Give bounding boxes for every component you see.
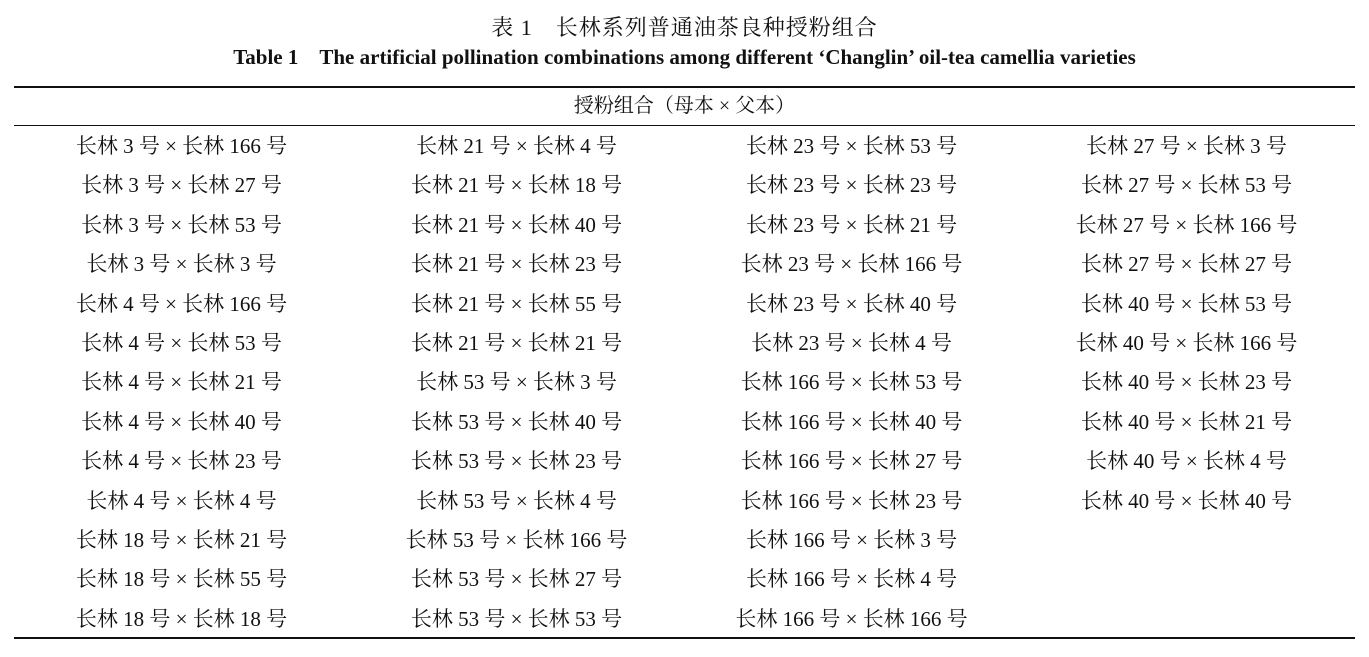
- table-cell: 长林 53 号 × 长林 3 号: [416, 370, 617, 395]
- table-cell: 长林 27 号 × 长林 53 号: [1080, 173, 1293, 198]
- table-cell: 长林 23 号 × 长林 40 号: [745, 291, 958, 316]
- table-column-3: [684, 127, 1019, 639]
- table-cell: 长林 4 号 × 长林 53 号: [81, 330, 282, 355]
- table-column-header: 授粉组合（母本 × 父本）: [573, 95, 796, 117]
- table-cell: 长林 18 号 × 长林 55 号: [75, 567, 288, 592]
- table-cell: 长林 23 号 × 长林 21 号: [745, 212, 958, 237]
- table-cell: 长林 40 号 × 长林 23 号: [1080, 370, 1293, 395]
- table-cell: 长林 18 号 × 长林 18 号: [75, 606, 288, 631]
- table-cell: 长林 21 号 × 长林 55 号: [410, 291, 623, 316]
- table-cell: 长林 53 号 × 长林 53 号: [410, 606, 623, 631]
- table-cell: 长林 21 号 × 长林 21 号: [410, 330, 623, 355]
- table-cell: 长林 4 号 × 长林 21 号: [81, 370, 282, 395]
- pollination-combinations-table: [14, 127, 1355, 639]
- table-cell: 长林 40 号 × 长林 21 号: [1080, 409, 1293, 434]
- table-cell: 长林 166 号 × 长林 40 号: [740, 409, 963, 434]
- table-cell: 长林 27 号 × 长林 3 号: [1086, 134, 1287, 158]
- table-cell: 长林 4 号 × 长林 4 号: [86, 488, 277, 513]
- table-cell: 长林 40 号 × 长林 166 号: [1075, 330, 1298, 355]
- table-cell: 长林 4 号 × 长林 23 号: [81, 449, 282, 474]
- table-cell: 长林 166 号 × 长林 23 号: [740, 488, 963, 513]
- table-header-rule: [14, 125, 1355, 126]
- table-title-chinese: 表 1 长林系列普通油茶良种授粉组合: [491, 15, 878, 40]
- table-cell: 长林 166 号 × 长林 166 号: [735, 606, 968, 631]
- table-bottom-rule: [14, 637, 1355, 639]
- table-cell: 长林 53 号 × 长林 40 号: [410, 409, 623, 434]
- table-cell: 长林 23 号 × 长林 53 号: [745, 134, 958, 158]
- table-cell: 长林 3 号 × 长林 166 号: [75, 134, 288, 158]
- table-cell: 长林 27 号 × 长林 166 号: [1075, 212, 1298, 237]
- table-column-1: [14, 127, 349, 639]
- table-cell: 长林 40 号 × 长林 4 号: [1086, 449, 1287, 474]
- table-cell: 长林 166 号 × 长林 4 号: [745, 567, 958, 592]
- table-cell: 长林 3 号 × 长林 3 号: [86, 252, 277, 277]
- table-column-2: [349, 127, 684, 639]
- table-cell: 长林 53 号 × 长林 23 号: [410, 449, 623, 474]
- table-cell: 长林 53 号 × 长林 166 号: [405, 527, 628, 552]
- table-cell: 长林 53 号 × 长林 27 号: [410, 567, 623, 592]
- table-cell: 长林 23 号 × 长林 166 号: [740, 252, 963, 277]
- table-cell: 长林 21 号 × 长林 40 号: [410, 212, 623, 237]
- table-cell: 长林 4 号 × 长林 166 号: [75, 291, 288, 316]
- table-cell: 长林 23 号 × 长林 23 号: [745, 173, 958, 198]
- table-cell: 长林 40 号 × 长林 40 号: [1080, 488, 1293, 513]
- table-cell: 长林 21 号 × 长林 18 号: [410, 173, 623, 198]
- table-cell: 长林 166 号 × 长林 27 号: [740, 449, 963, 474]
- table-cell: 长林 166 号 × 长林 53 号: [740, 370, 963, 395]
- table-cell: 长林 53 号 × 长林 4 号: [416, 488, 617, 513]
- table-cell: 长林 166 号 × 长林 3 号: [745, 527, 958, 552]
- table-title-english: Table 1 The artificial pollination combinations among different ‘Changlin’ oil-tea camellia varieties: [233, 45, 1136, 69]
- table-cell: 长林 4 号 × 长林 40 号: [81, 409, 282, 434]
- table-cell: 长林 23 号 × 长林 4 号: [751, 330, 952, 355]
- table-cell: 长林 21 号 × 长林 23 号: [410, 252, 623, 277]
- table-top-rule: [14, 86, 1355, 88]
- table-cell: 长林 27 号 × 长林 27 号: [1080, 252, 1293, 277]
- table-column-4: [1019, 127, 1354, 639]
- table-cell: 长林 18 号 × 长林 21 号: [75, 527, 288, 552]
- table-cell: 长林 21 号 × 长林 4 号: [416, 134, 617, 158]
- table-cell: 长林 3 号 × 长林 27 号: [81, 173, 282, 198]
- table-cell: 长林 40 号 × 长林 53 号: [1080, 291, 1293, 316]
- table-cell: 长林 3 号 × 长林 53 号: [81, 212, 282, 237]
